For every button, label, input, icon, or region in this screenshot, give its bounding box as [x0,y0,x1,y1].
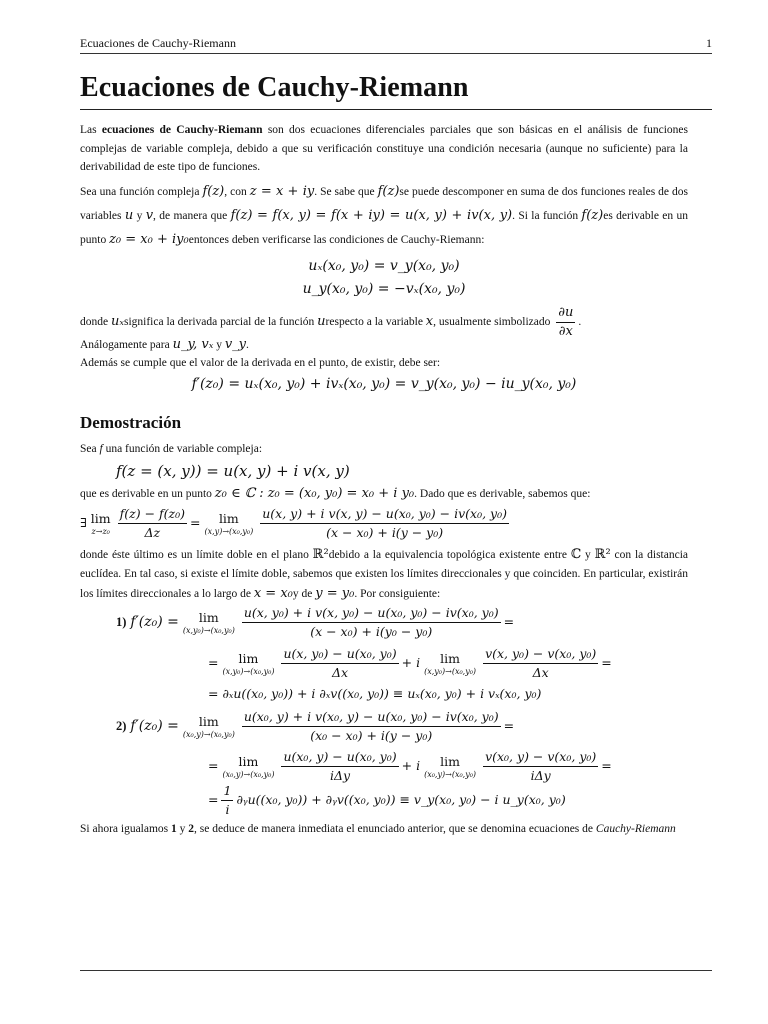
text-run: , se deduce de manera inmediata el enunciado anterior, que se denomina ecuaciones de [194,823,596,835]
text-run: debido a la equivalencia topológica existente entre [328,549,571,561]
math-inline: f(z) [581,208,604,223]
definition-paragraph [80,180,688,252]
text-run: Análogamente para [80,339,173,351]
fraction-numerator: ∂u [556,304,575,323]
fraction-numerator: u(x, y₀) + i v(x, y₀) − u(x₀, y₀) − iv(x₀, y₀) [242,604,501,623]
plus-i: + i [401,758,421,773]
cauchy-riemann-eq-1: uₓ(x₀, y₀) = v_y(x₀, y₀) [308,258,460,274]
equals-sign: = [190,515,201,530]
footer-rule [80,970,712,971]
derivative-equation: f′(z₀) = uₓ(x₀, y₀) + ivₓ(x₀, y₀) = v_y(x₀, y₀) − iu_y(x₀, y₀) [191,376,577,392]
fraction-denominator: iΔy [530,768,551,783]
math-inline: f(z) = f(x, y) = f(x + iy) = u(x, y) + iv(x, y) [230,208,513,223]
math-inline: u [317,314,326,330]
text-run: y [133,210,146,222]
math-inline: z₀ ∈ ℂ : z₀ = (x₀, y₀) = x₀ + i y₀ [214,486,415,501]
italic-symbol: f [99,443,103,455]
fraction-denominator: i [225,802,230,817]
math-inline: f(z) [202,184,225,199]
math-inline: z = x + iy [249,184,315,199]
case-2-line-2 [208,748,768,785]
lim-subscript: (x,y₀)→(x₀,y₀) [222,666,275,676]
text-run: , usualmente simbolizado [433,316,554,329]
case-2-result: ∂ᵧu((x₀, y₀)) + ∂ᵧv((x₀, y₀)) ≡ v_y(x₀, y₀) − i u_y(x₀, y₀) [236,792,566,807]
lim-subscript: (x₀,y)→(x₀,y₀) [182,729,235,739]
double-limit-fraction [260,505,509,542]
demo-intro-paragraph [80,440,688,459]
case-1-line-3: = ∂ₓu((x₀, y₀)) + i ∂ₓv((x₀, y₀)) ≡ uₓ(x₀, y₀) + i vₓ(x₀, y₀) [208,686,542,701]
fraction-denominator: (x − x₀) + i(y − y₀) [326,525,444,540]
math-inline: u [124,208,134,223]
lim-word: lim [90,510,111,526]
limit-operator [183,610,235,636]
difference-quotient [118,505,187,542]
text-run: respecto a la variable [325,316,426,329]
page-title: Ecuaciones de Cauchy-Riemann [80,72,469,103]
math-inline: ℝ² [594,547,611,562]
imag-part-fraction [483,645,598,682]
case-1-line-1: 1) f′(z₀) = lim (x,y₀)→(x₀,y₀) $\frac{\text{u(x, y₀) + i v(x, y₀) − u(x₀, y₀) − iv(x₀, y₀)}}{\text{(x − x₀) + i(y₀ − y₀)}}$ = [116,605,515,639]
math-inline: y = y₀ [315,586,355,601]
text-run: Sea una función compleja [80,186,203,198]
bold-term: ecuaciones de Cauchy-Riemann [101,124,263,136]
limit-operator [222,754,274,780]
fraction-numerator: u(x₀, y) − u(x₀, y₀) [281,748,398,767]
lim-subscript: (x₀,y)→(x₀,y₀) [424,769,477,779]
math-inline: x [425,314,434,330]
exists-symbol: ∃ [80,515,87,530]
intro-paragraph [80,121,688,177]
derivable-point-paragraph [80,485,688,504]
text-run: una función de variable compleja: [102,443,263,455]
limit-equation [80,505,688,542]
fraction-numerator: 1 [221,782,233,801]
one-over-i [221,782,233,819]
text-run: que es derivable en un punto [80,488,215,500]
limit-operator [424,754,476,780]
limit-operator [222,651,274,677]
text-run: . Se sabe que [314,186,378,198]
equals-sign: = [208,655,219,670]
double-limit-paragraph [80,545,688,604]
math-inline: v_y [224,337,247,352]
lim-subscript: (x,y₀)→(x₀,y₀) [182,625,235,635]
running-title: Ecuaciones de Cauchy-Riemann [80,36,236,50]
text-run: y [176,823,189,835]
cauchy-riemann-eq-2: u_y(x₀, y₀) = −vₓ(x₀, y₀) [302,281,466,297]
case-lhs: f′(z₀) = [130,718,179,734]
real-part-fraction [281,645,398,682]
limit-operator [424,651,476,677]
title-rule [80,109,712,110]
text-run: y [581,549,595,561]
fraction-denominator: Δx [332,665,349,680]
math-inline: z₀ = x₀ + iy₀ [109,232,189,247]
fraction-denominator: Δz [144,525,161,540]
text-run: entonces deben verificarse las condiciones de Cauchy-Riemann: [188,234,485,246]
lim-word: lim [198,713,219,729]
lim-word: lim [238,650,259,666]
fraction-numerator: v(x₀, y) − v(x₀, y₀) [483,748,598,767]
case-label: 1 [116,615,123,629]
text-run: Las [80,124,102,136]
equals-sign: = [208,792,219,807]
running-header [80,36,712,52]
case-2-line-1: 2) f′(z₀) = lim (x₀,y)→(x₀,y₀) $\frac{\text{u(x₀, y) + i v(x₀, y) − u(x₀, y₀) − iv(x₀, y₀)}}{\text{(x₀ − x₀) + i(y − y₀)}}$ = [116,709,515,743]
case-lhs: f′(z₀) = [130,614,179,630]
text-run: y [213,339,225,351]
header-rule [80,53,712,54]
real-part-fraction [281,748,398,785]
math-inline: f(z) [377,184,400,199]
math-inline: ℝ² [312,547,329,562]
bold-ref: 1 [171,823,177,835]
plus-i: + i [401,655,421,670]
text-run: Sea [80,443,100,455]
text-run: . Por consiguiente: [354,588,441,600]
math-inline: uₓ [110,314,124,330]
section-heading-demostracion: Demostración [80,413,182,432]
math-inline: u_y, vₓ [172,337,214,352]
lim-word: lim [440,753,460,769]
case-label: 2 [116,719,123,733]
analogous-paragraph [80,336,688,355]
text-run: . Dado que es derivable, sabemos que: [414,488,591,500]
equals-sign: = [503,614,515,629]
text-run: es derivable en un punto [80,210,688,246]
lim-subscript: z→z₀ [91,526,110,536]
bold-ref: 2 [188,823,195,835]
text-run: se puede descomponer en suma de dos funciones reales de dos variables [80,186,688,222]
lim-subscript: (x,y)→(x₀,y₀) [204,526,254,536]
lim-word: lim [440,650,460,666]
lim-word: lim [198,609,219,625]
equals-sign: = [601,758,612,773]
lim-subscript: (x₀,y)→(x₀,y₀) [222,769,275,779]
text-run: . [246,339,249,351]
case-fraction [242,604,501,641]
text-run: donde [80,316,111,329]
text-run: , con [224,186,250,198]
lim-subscript: (x,y₀)→(x₀,y₀) [424,666,477,676]
text-run: Si ahora igualamos [80,823,172,835]
case-2-line-3 [208,782,768,819]
function-definition-eq: f(z = (x, y)) = u(x, y) + i v(x, y) [116,462,350,480]
limit-operator [183,714,235,740]
text-run: con la distancia euclídea. En tal caso, si existe el límite doble, sabemos que existen los límites direccionales y que coinciden. En particular, existirán los límites direccionales a lo largo de [80,549,688,600]
text-run: y de [292,588,316,600]
text-run: . Si la función [512,210,582,222]
text-run: son dos ecuaciones diferenciales parciales que son básicas en el análisis de funciones complejas de variable compleja, debido a que su verificación constituye una condición necesaria (aunque no suficiente) para la derivabilidad de este tipo de funciones. [80,124,688,173]
equals-sign: = [503,718,515,733]
lim-word: lim [218,510,239,526]
fraction-denominator: iΔy [330,768,351,783]
imag-part-fraction [483,748,598,785]
lim-word: lim [238,753,259,769]
text-run: significa la derivada parcial de la función [123,316,318,329]
fraction-numerator: u(x, y) + i v(x, y) − u(x₀, y₀) − iv(x₀, y₀) [260,505,509,524]
fraction-denominator: ∂x [558,324,573,339]
text-run: , de manera que [153,210,231,222]
math-inline: ℂ [570,547,582,562]
fraction-numerator: u(x₀, y) + i v(x₀, y) − u(x₀, y₀) − iv(x₀, y₀) [242,708,501,727]
case-fraction [242,708,501,745]
page-number: 1 [706,36,712,50]
fraction-denominator: (x − x₀) + i(y₀ − y₀) [310,624,433,639]
limit-operator [205,511,254,537]
text-run: donde éste último es un límite doble en el plano [80,549,313,561]
fraction-numerator: f(z) − f(z₀) [118,505,187,524]
fraction-denominator: Δx [532,665,549,680]
fraction-numerator: v(x, y₀) − v(x₀, y₀) [483,645,598,664]
math-inline: x = x₀ [253,586,293,601]
equals-sign: = [208,758,219,773]
equals-sign: = [601,655,612,670]
fraction-denominator: (x₀ − x₀) + i(y − y₀) [310,728,433,743]
math-inline: v [145,208,154,223]
fraction-numerator: u(x, y₀) − u(x₀, y₀) [281,645,398,664]
derivative-value-paragraph: Además se cumple que el valor de la derivada en el punto, de existir, debe ser: [80,357,441,369]
text-run: . [578,316,582,329]
conclusion-paragraph [80,820,688,839]
limit-operator [91,511,111,537]
italic-term: Cauchy-Riemann [595,823,676,835]
case-1-line-2 [208,645,768,682]
